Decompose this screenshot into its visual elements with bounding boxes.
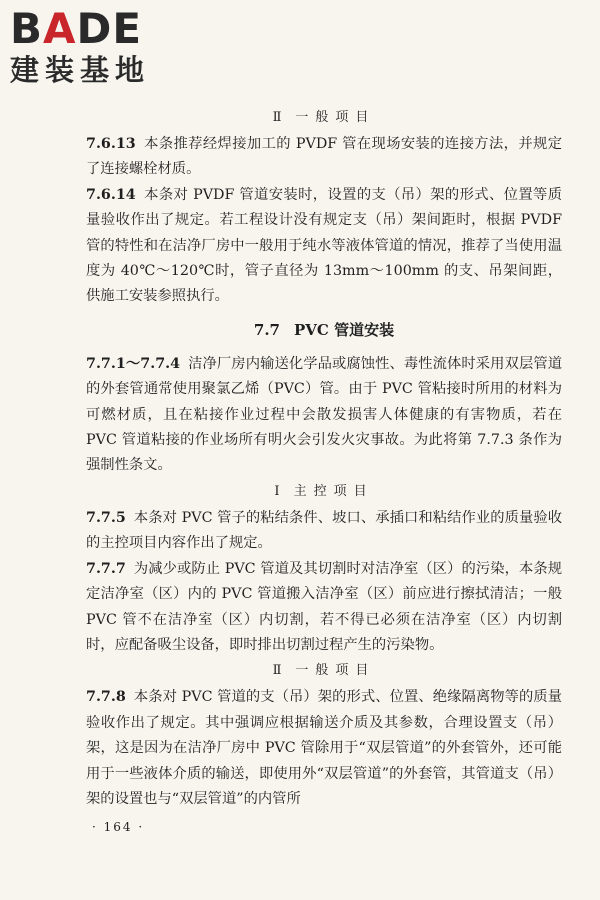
subsection-heading: Ⅱ 一般项目 <box>272 110 376 125</box>
clause-7-6-14: 7.6.14 本条对 PVDF 管道安装时，设置的支（吊）架的形式、位置等质量验收作出了规定。若工程设计没有规定支（吊）架间距时，根据 PVDF 管的特性和在洁净厂房中一般用于纯水等液体管道的情况，推荐了当使用温度为 40℃～120℃时，管子直径为 13mm～100mm 的支、吊架间距，供施工安装参照执行。 <box>86 186 562 305</box>
clause-7-7-8: 7.7.8 本条对 PVC 管道的支（吊）架的形式、位置、绝缘隔离物等的质量验收作出了规定。其中强调应根据输送介质及其参数，合理设置支（吊）架，这是因为在洁净厂房中 PVC 管除用于“双层管道”的外套管外，还可能用于一些液体介质的输送，即使用外“双层管道”的外套管，其管道支（吊）架的设置也与“双层管道”的内管所 <box>86 689 562 807</box>
subsection-heading: Ⅰ 主控项目 <box>274 483 374 499</box>
subsection-heading: Ⅱ 一般项目 <box>272 663 376 679</box>
section-heading: 7.7 PVC 管道安装 <box>253 320 395 339</box>
clause-7-7-1-4: 7.7.1～7.7.4 洁净厂房内输送化学品或腐蚀性、毒性流体时采用双层管道的外套管通常使用聚氯乙烯（PVC）管。由于 PVC 管粘接时所用的材料为可燃材质，且在粘接作业过程中会散发损害人体健康的有害物质，若在 PVC 管道粘接的作业场所有明火会引发火灾事故。为此将第 7.7.3 条作为强制性条文。 <box>86 355 562 474</box>
clause-7-6-13: 7.6.13 本条推荐经焊接加工的 PVDF 管在现场安装的连接方法，并规定了连接螺栓材质。 <box>86 136 562 178</box>
page-body <box>86 105 562 834</box>
page-number: · 164 · <box>92 820 145 835</box>
clause-7-7-5: 7.7.5 本条对 PVC 管子的粘结条件、坡口、承插口和粘结作业的质量验收的主控项目内容作出了规定。 <box>86 509 562 552</box>
logo-subtitle: 建装基地 <box>10 53 151 87</box>
brand-logo <box>10 6 210 88</box>
clause-7-7-7: 7.7.7 为减少或防止 PVC 管道及其切割时对洁净室（区）的污染，本条规定洁净室（区）内的 PVC 管道搬入洁净室（区）前应进行擦拭清洁；一般 PVC 管不在洁净室（区）内切割，若不得已必须在洁净室（区）内切割时，应配备吸尘设备，即时排出切割过程产生的污染物。 <box>86 560 562 653</box>
logo-wordmark: BADE <box>10 4 143 53</box>
